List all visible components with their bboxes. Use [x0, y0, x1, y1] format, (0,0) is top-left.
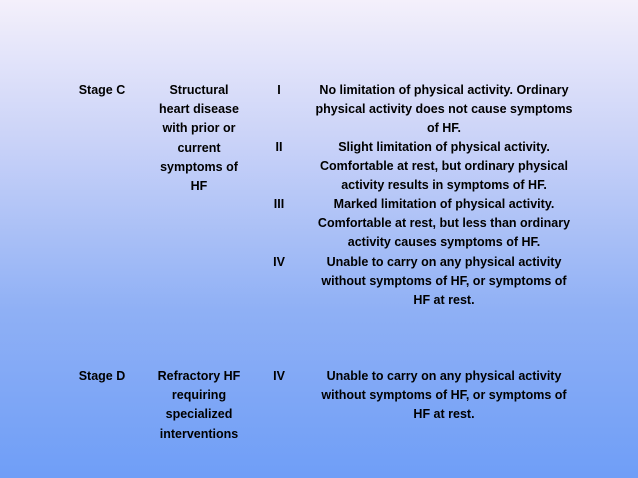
stage-d-description: Refractory HF requiring specialized interventions [157, 369, 241, 441]
class-ii-text: Slight limitation of physical activity. Comfortable at rest, but ordinary physical activity results in symptoms of HF. [320, 140, 568, 193]
stage-c-description: Structural heart disease with prior or current symptoms of HF [159, 83, 239, 194]
class-ii-label: II [275, 140, 283, 154]
class-iv-label: IV [273, 255, 285, 269]
stage-d-class-iv-text: Unable to carry on any physical activity without symptoms of HF, or symptoms of HF at rest. [321, 369, 567, 422]
stage-c-label: Stage C [78, 83, 126, 97]
stage-d-label: Stage D [78, 369, 126, 383]
class-i-label: I [277, 83, 281, 97]
stage-d-class-iv-label: IV [273, 369, 285, 383]
class-iv-text: Unable to carry on any physical activity without symptoms of HF, or symptoms of HF at rest. [321, 255, 567, 308]
class-iii-text: Marked limitation of physical activity. Comfortable at rest, but less than ordinary activity causes symptoms of HF. [317, 197, 571, 250]
class-iii-label: III [273, 197, 285, 211]
class-i-text: No limitation of physical activity. Ordinary physical activity does not cause symptoms of HF. [315, 83, 573, 136]
